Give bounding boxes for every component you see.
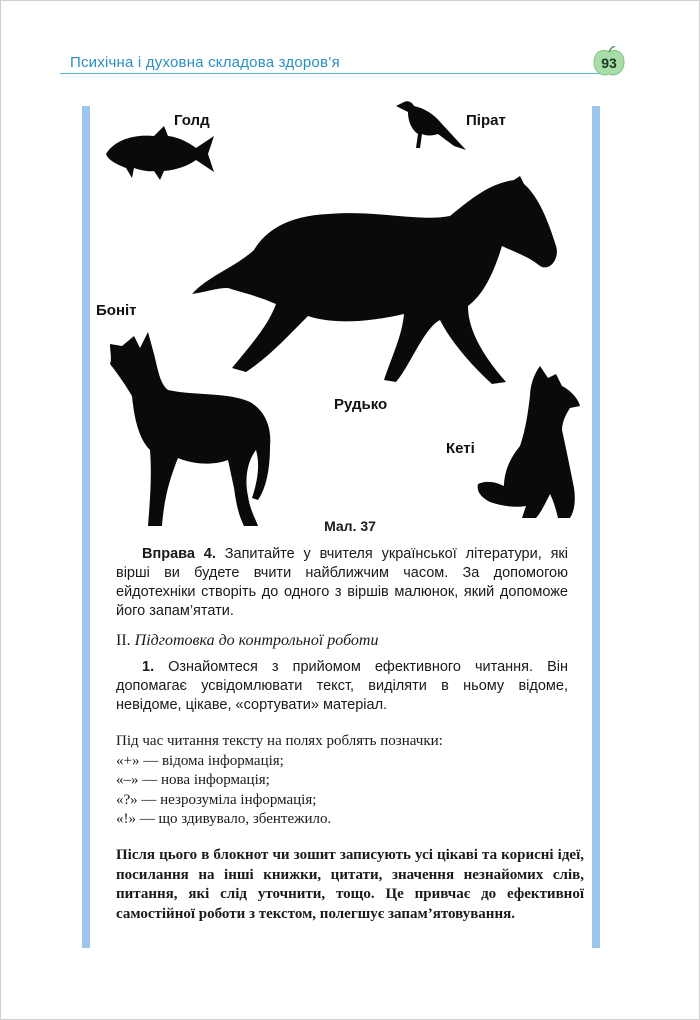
section-title: Підготовка до контрольної роботи: [134, 632, 379, 649]
bird-silhouette: [394, 98, 468, 156]
marks-item-question: «?» — незрозуміла інформація;: [116, 791, 317, 808]
exercise-paragraph: [116, 545, 568, 621]
marks-item-exclamation: «!» — що здивувало, збентежило.: [116, 811, 332, 827]
marks-item-minus: «–» — нова інформація;: [116, 772, 270, 788]
fish-silhouette: [104, 124, 216, 182]
marks-intro: Під час читання тексту на полях роблять позначки:: [116, 733, 443, 749]
terrier-label: Кеті: [446, 440, 475, 457]
page-number: 93: [601, 55, 617, 71]
horse-label: Рудько: [334, 396, 388, 413]
marks-block: [116, 732, 584, 830]
exercise-label: Вправа 4.: [142, 546, 216, 562]
closing-paragraph: Після цього в блокнот чи зошит записують усі цікаві та корисні ідеї, посилання на інші книжки, цитати, значення незнайомих слів, питання, які слід уточнити, тощо. Це привчає до ефективної самостійної роботи з текстом, полегшує запам’ятовування.: [116, 847, 584, 922]
section-roman-numeral: II.: [116, 632, 131, 649]
item-1-number: 1.: [142, 659, 155, 675]
exercise-text: Запитайте у вчителя української літератури, які вірші ви будете вчити найближчим часом. За допомогою ейдотехніки створіть до одного з віршів малюнок, який допоможе його запам’ятати.: [116, 546, 568, 619]
running-header-title: Психічна і духовна складова здоров’я: [70, 54, 340, 71]
bird-label: Пірат: [466, 112, 506, 129]
page-number-badge: [592, 46, 626, 78]
section-heading: [116, 632, 378, 650]
item-1-text: Ознайомтеся з прийомом ефективного читання. Він допомагає усвідомлювати текст, виділяти в ньому відоме, невідоме, цікаве, «сортувати» матеріал.: [116, 659, 568, 713]
marks-item-plus: «+» — відома інформація;: [116, 752, 284, 769]
fish-label: Голд: [174, 112, 210, 129]
terrier-silhouette: [474, 364, 584, 520]
dog-label: Боніт: [96, 302, 137, 319]
dog-silhouette: [108, 330, 276, 530]
header-rule: [60, 73, 600, 74]
item-1-paragraph: [116, 658, 568, 715]
figure-caption: Мал. 37: [324, 518, 376, 534]
